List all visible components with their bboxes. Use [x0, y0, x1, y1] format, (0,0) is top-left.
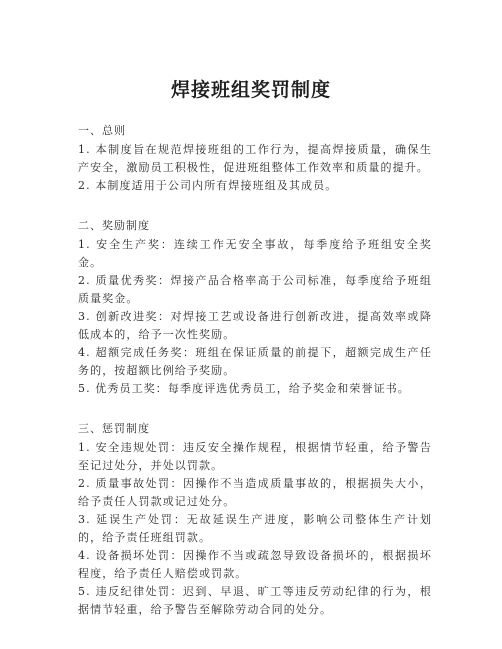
section-heading: 二、奖励制度: [78, 219, 150, 232]
document-title: 焊接班组奖罚制度: [170, 79, 331, 101]
section-general: [78, 122, 432, 195]
clause-item: 1. 本制度旨在规范焊接班组的工作行为，提高焊接质量，确保生产安全，激励员工积极性，促进班组整体工作效率和质量的提升。: [78, 143, 432, 174]
clause-item: 5. 违反纪律处罚：迟到、早退、旷工等违反劳动纪律的行为，根据情节轻重，给予警告至解除劳动合同的处分。: [78, 585, 432, 616]
clause-item: 1. 安全违规处罚：违反安全操作规程，根据情节轻重，给予警告至记过处分，并处以罚款。: [78, 441, 432, 472]
section-penalties: [78, 420, 432, 619]
clause-item: 3. 延误生产处罚：无故延误生产进度，影响公司整体生产计划的，给予责任班组罚款。: [78, 513, 432, 544]
clause-item: 2. 质量事故处罚：因操作不当造成质量事故的，根据损失大小，给予责任人罚款或记过处分。: [78, 477, 432, 508]
document-body: [78, 122, 432, 641]
clause-item: 3. 创新改进奖：对焊接工艺或设备进行创新改进，提高效率或降低成本的，给予一次性奖励。: [78, 310, 432, 341]
section-heading: 三、惩罚制度: [78, 422, 150, 435]
clause-item: 2. 质量优秀奖：焊接产品合格率高于公司标准，每季度给予班组质量奖金。: [78, 274, 432, 305]
section-rewards: [78, 217, 432, 398]
clause-item: 4. 设备损坏处罚：因操作不当或疏忽导致设备损坏的，根据损坏程度，给予责任人赔偿或罚款。: [78, 549, 432, 580]
section-heading: 一、总则: [78, 124, 126, 137]
clause-item: 4. 超额完成任务奖：班组在保证质量的前提下，超额完成生产任务的，按超额比例给予奖励。: [78, 346, 432, 377]
clause-item: 5. 优秀员工奖：每季度评选优秀员工，给予奖金和荣誉证书。: [78, 382, 410, 395]
clause-item: 1. 安全生产奖：连续工作无安全事故，每季度给予班组安全奖金。: [78, 238, 432, 269]
clause-item: 2. 本制度适用于公司内所有焊接班组及其成员。: [78, 179, 338, 192]
